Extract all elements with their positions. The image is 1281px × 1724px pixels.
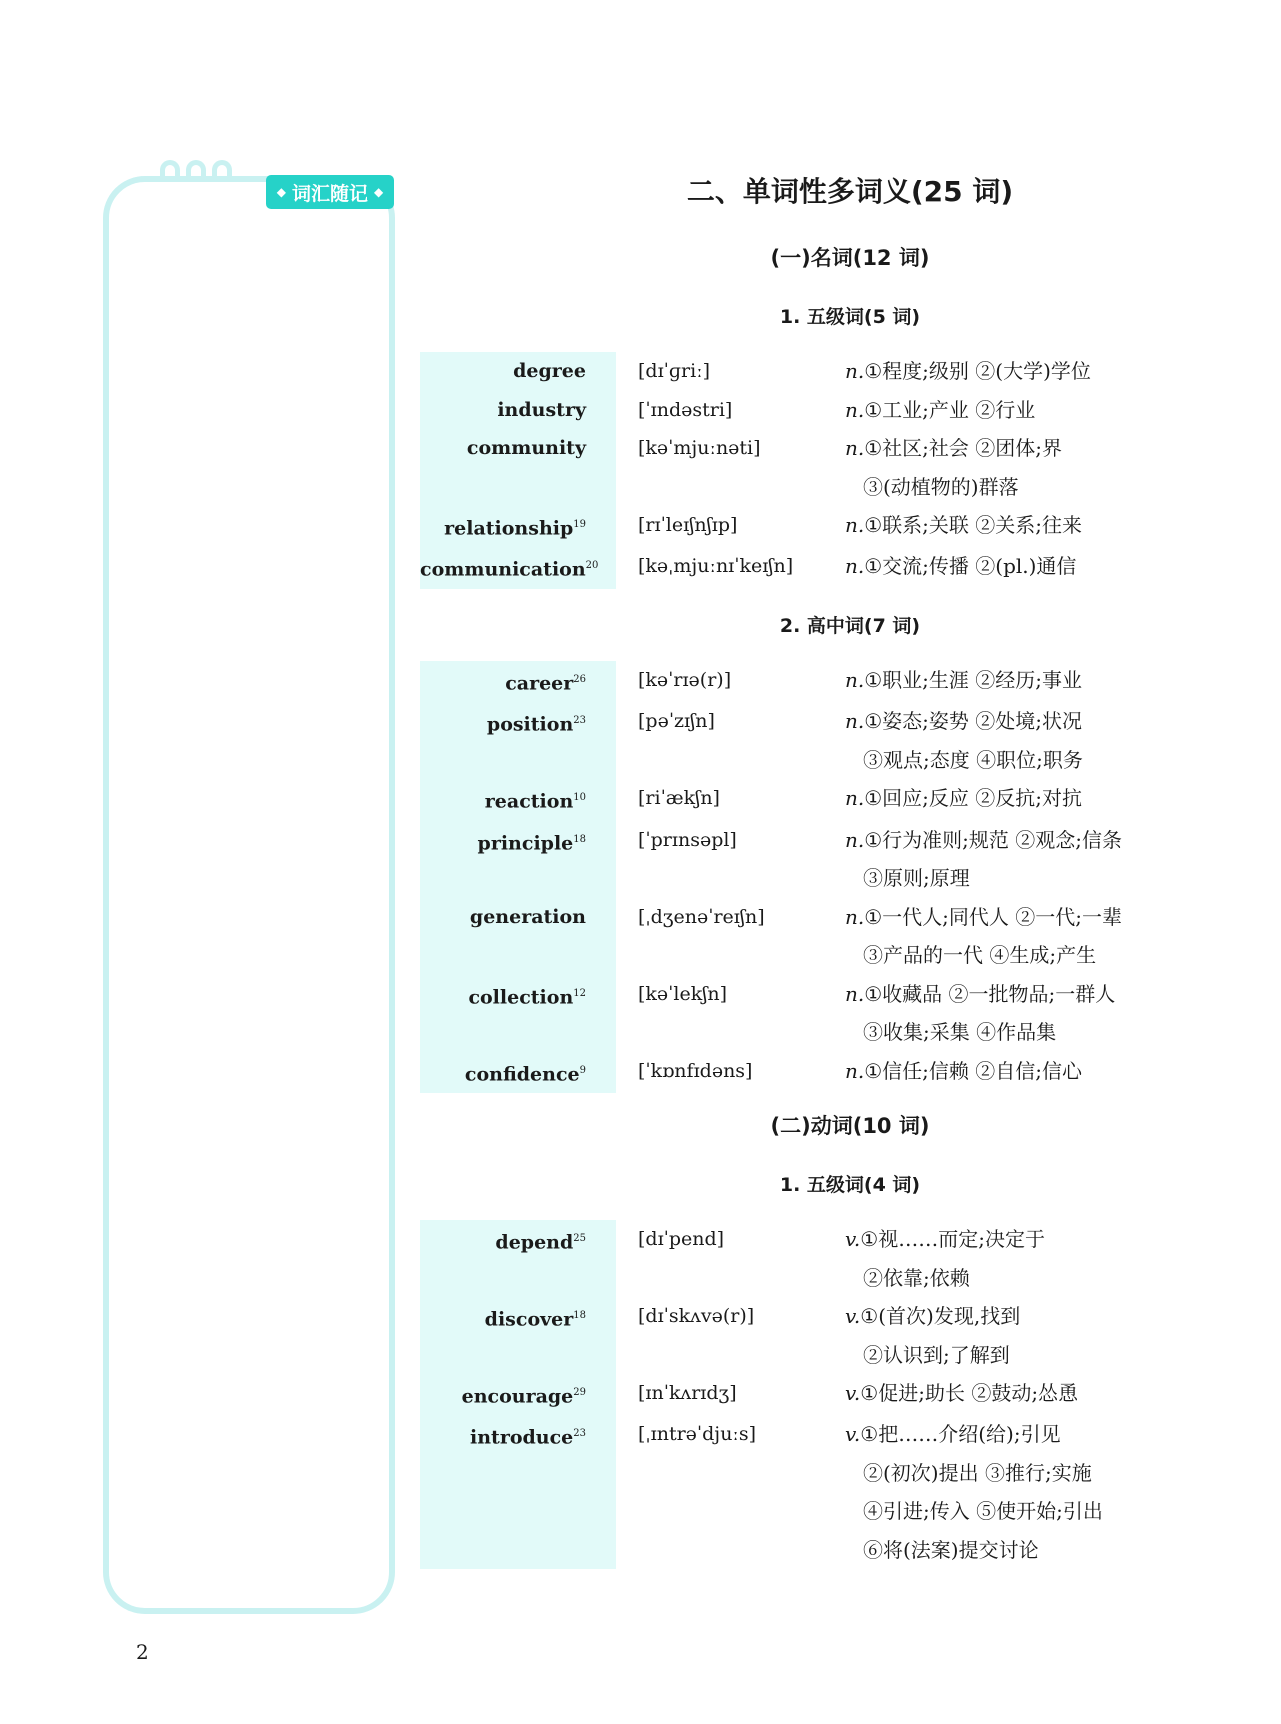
frequency-superscript: 18 <box>573 833 586 845</box>
word-headword-cell <box>420 779 616 820</box>
word-entry <box>420 975 1240 1052</box>
word-headword-cell <box>420 1052 616 1093</box>
meaning-text: ⑥将(法案)提交讨论 <box>863 1537 1039 1562</box>
meaning-line <box>845 1415 1240 1454</box>
meaning-text: ①工业;产业 ②行业 <box>864 397 1036 422</box>
meaning-line <box>845 859 1240 898</box>
word-entry <box>420 1297 1240 1374</box>
meaning-text: ③产品的一代 ④生成;产生 <box>863 943 1097 968</box>
word-headword-cell <box>420 661 616 702</box>
nouns-high-heading: 2. 高中词(7 词) <box>779 615 921 637</box>
word-phonetic: [ˈɪndəstri] <box>638 398 733 421</box>
word-meaning <box>845 429 1240 506</box>
meaning-text: ③观点;态度 ④职位;职务 <box>863 747 1083 772</box>
word-headword-cell <box>420 1297 616 1374</box>
notes-label <box>266 175 394 209</box>
word-headword-cell <box>420 429 616 506</box>
notes-label-text: 词汇随记 <box>291 182 368 205</box>
word-phonetic: [dɪˈskʌvə(r)] <box>638 1305 755 1327</box>
part-of-speech: n. <box>845 904 865 929</box>
meaning-line <box>845 702 1240 741</box>
section-title: 二、单词性多词义(25 词) <box>686 175 1014 208</box>
word-table-nouns-level5 <box>420 352 1240 589</box>
frequency-superscript: 23 <box>573 1428 586 1440</box>
verbs-level5-heading: 1. 五级词(4 词) <box>779 1174 921 1196</box>
word-entry <box>420 821 1240 898</box>
meaning-line <box>845 975 1240 1014</box>
word-headword-cell <box>420 391 616 430</box>
word-phonetic: [kəˌmjuːnɪˈkeɪʃn] <box>638 555 794 578</box>
word-entry <box>420 779 1240 820</box>
meaning-text: ④引进;传入 ⑤使开始;引出 <box>863 1499 1103 1524</box>
word-headword-cell <box>420 975 616 1052</box>
meaning-line <box>845 779 1240 818</box>
meaning-line <box>845 547 1240 586</box>
word-headword-cell <box>420 898 616 975</box>
meaning-line <box>845 1492 1240 1531</box>
word-headword: relationship <box>444 517 574 540</box>
word-phonetic: [ˈkɒnfɪdəns] <box>638 1059 753 1082</box>
word-meaning <box>845 506 1240 547</box>
part-of-speech: n. <box>845 554 865 579</box>
part-of-speech: n. <box>845 397 865 422</box>
meaning-text: ①一代人;同代人 ②一代;一辈 <box>864 904 1123 929</box>
word-meaning <box>845 1415 1240 1569</box>
nouns-level5-heading: 1. 五级词(5 词) <box>779 306 921 328</box>
word-table-verbs-level5 <box>420 1220 1240 1569</box>
word-headword-cell <box>420 1374 616 1415</box>
nouns-heading: (一)名词(12 词) <box>770 246 930 270</box>
word-headword: confidence <box>464 1062 580 1085</box>
word-meaning <box>845 898 1240 975</box>
meaning-line <box>845 1374 1240 1413</box>
frequency-superscript: 9 <box>579 1064 586 1076</box>
notes-sidebar <box>103 176 395 1614</box>
word-phonetic: [dɪˈɡriː] <box>638 360 711 382</box>
word-phonetic: [ɪnˈkʌrɪdʒ] <box>638 1382 737 1404</box>
meaning-text: ①回应;反应 ②反抗;对抗 <box>864 786 1083 811</box>
word-phonetic: [rɪˈleɪʃnʃɪp] <box>638 514 738 536</box>
word-entry <box>420 661 1240 702</box>
word-phonetic: [kəˈlekʃn] <box>638 982 728 1005</box>
part-of-speech: n. <box>845 359 865 383</box>
word-meaning <box>845 779 1240 820</box>
part-of-speech: v. <box>845 1227 861 1251</box>
frequency-superscript: 29 <box>573 1387 586 1398</box>
meaning-line <box>845 821 1240 860</box>
meaning-text: ①信任;信赖 ②自信;信心 <box>864 1058 1083 1083</box>
meaning-line <box>845 936 1240 975</box>
frequency-superscript: 20 <box>585 560 599 572</box>
frequency-superscript: 18 <box>573 1310 586 1321</box>
meaning-text: ①社区;社会 ②团体;界 <box>864 436 1063 460</box>
word-entry <box>420 1415 1240 1569</box>
word-table-nouns-high <box>420 661 1240 1093</box>
meaning-text: ③(动植物的)群落 <box>863 474 1019 499</box>
meaning-line <box>845 1013 1240 1052</box>
meaning-line <box>845 1454 1240 1493</box>
word-headword: community <box>466 437 586 459</box>
part-of-speech: v. <box>845 1304 861 1328</box>
meaning-text: ①行为准则;规范 ②观念;信条 <box>864 827 1123 852</box>
meaning-text: ①收藏品 ②一批物品;一群人 <box>864 981 1116 1006</box>
meaning-text: ①视……而定;决定于 <box>860 1227 1045 1251</box>
word-meaning <box>845 702 1240 779</box>
word-headword: career <box>505 672 574 695</box>
frequency-superscript: 10 <box>573 792 586 804</box>
meaning-line <box>845 1336 1240 1375</box>
word-headword-cell <box>420 352 616 391</box>
word-phonetic: [riˈækʃn] <box>638 787 720 810</box>
meaning-line <box>845 1220 1240 1259</box>
word-meaning <box>845 1052 1240 1093</box>
meaning-text: ①姿态;姿势 ②处境;状况 <box>864 709 1083 734</box>
meaning-line <box>845 468 1240 507</box>
part-of-speech: v. <box>845 1422 861 1447</box>
frequency-superscript: 12 <box>573 987 586 999</box>
part-of-speech: n. <box>845 513 865 537</box>
word-entry <box>420 352 1240 391</box>
word-phonetic: [kəˈmjuːnəti] <box>638 437 761 459</box>
part-of-speech: v. <box>845 1381 861 1405</box>
meaning-line <box>845 391 1240 430</box>
word-phonetic: [dɪˈpend] <box>638 1228 725 1250</box>
meaning-text: ①程度;级别 ②(大学)学位 <box>864 359 1091 383</box>
meaning-text: ①把……介绍(给);引见 <box>860 1422 1061 1447</box>
frequency-superscript: 19 <box>573 519 586 530</box>
part-of-speech: n. <box>845 1058 865 1083</box>
frequency-superscript: 23 <box>573 715 586 727</box>
word-phonetic: [ˌdʒenəˈreɪʃn] <box>638 905 765 928</box>
word-headword: depend <box>495 1231 574 1254</box>
meaning-text: ①促进;助长 ②鼓动;怂恿 <box>860 1381 1079 1405</box>
word-meaning <box>845 391 1240 430</box>
word-phonetic: [ˌɪntrəˈdjuːs] <box>638 1423 756 1446</box>
word-phonetic: [ˈprɪnsəpl] <box>638 828 737 851</box>
word-entry <box>420 1220 1240 1297</box>
word-headword: generation <box>469 905 586 928</box>
word-meaning <box>845 1374 1240 1415</box>
word-meaning <box>845 352 1240 391</box>
meaning-text: ①联系;关联 ②关系;往来 <box>864 513 1083 537</box>
verbs-heading: (二)动词(10 词) <box>770 1114 930 1138</box>
word-meaning <box>845 821 1240 898</box>
part-of-speech: n. <box>845 709 865 734</box>
frequency-superscript: 25 <box>573 1233 586 1244</box>
word-headword-cell <box>420 821 616 898</box>
part-of-speech: n. <box>845 786 865 811</box>
word-headword-cell <box>420 547 616 588</box>
meaning-line <box>845 429 1240 468</box>
meaning-line <box>845 1259 1240 1298</box>
word-headword: encourage <box>461 1385 574 1408</box>
part-of-speech: n. <box>845 827 865 852</box>
word-entry <box>420 702 1240 779</box>
meaning-text: ②(初次)提出 ③推行;实施 <box>863 1460 1092 1485</box>
word-headword-cell <box>420 1220 616 1297</box>
word-headword-cell <box>420 506 616 547</box>
frequency-superscript: 26 <box>573 674 586 685</box>
word-entry <box>420 547 1240 588</box>
meaning-line <box>845 506 1240 545</box>
meaning-line <box>845 661 1240 700</box>
word-headword: collection <box>468 985 574 1008</box>
meaning-text: ①(首次)发现,找到 <box>860 1304 1021 1328</box>
word-phonetic: [pəˈzɪʃn] <box>638 710 715 733</box>
word-headword: discover <box>484 1308 574 1331</box>
meaning-text: ③收集;采集 ④作品集 <box>863 1020 1057 1045</box>
word-entry <box>420 1374 1240 1415</box>
meaning-line <box>845 352 1240 391</box>
word-headword: principle <box>477 831 574 854</box>
meaning-line <box>845 1531 1240 1570</box>
word-headword: degree <box>513 360 586 382</box>
diamond-icon: ◆ <box>374 185 384 199</box>
meaning-text: ①交流;传播 ②(pl.)通信 <box>864 554 1077 579</box>
part-of-speech: n. <box>845 981 865 1006</box>
word-meaning <box>845 975 1240 1052</box>
word-entry <box>420 898 1240 975</box>
word-headword: introduce <box>470 1426 574 1449</box>
meaning-line <box>845 898 1240 937</box>
meaning-line <box>845 1297 1240 1336</box>
word-headword: communication <box>420 558 586 581</box>
word-headword-cell <box>420 702 616 779</box>
word-entry <box>420 429 1240 506</box>
diamond-icon: ◆ <box>276 185 286 199</box>
page-number: 2 <box>136 1640 149 1664</box>
word-headword-cell <box>420 1415 616 1569</box>
meaning-line <box>845 741 1240 780</box>
word-headword: reaction <box>484 790 574 813</box>
word-meaning <box>845 1297 1240 1374</box>
word-entry <box>420 1052 1240 1093</box>
word-meaning <box>845 1220 1240 1297</box>
word-entry <box>420 391 1240 430</box>
meaning-text: ③原则;原理 <box>863 866 970 891</box>
word-headword: industry <box>497 398 586 421</box>
word-meaning <box>845 547 1240 588</box>
word-headword: position <box>486 713 574 736</box>
meaning-text: ②认识到;了解到 <box>863 1342 1010 1367</box>
meaning-text: ②依靠;依赖 <box>863 1265 970 1290</box>
meaning-text: ①职业;生涯 ②经历;事业 <box>864 668 1083 692</box>
word-meaning <box>845 661 1240 702</box>
word-entry <box>420 506 1240 547</box>
part-of-speech: n. <box>845 436 865 460</box>
meaning-line <box>845 1052 1240 1091</box>
word-phonetic: [kəˈrɪə(r)] <box>638 669 732 691</box>
part-of-speech: n. <box>845 668 865 692</box>
